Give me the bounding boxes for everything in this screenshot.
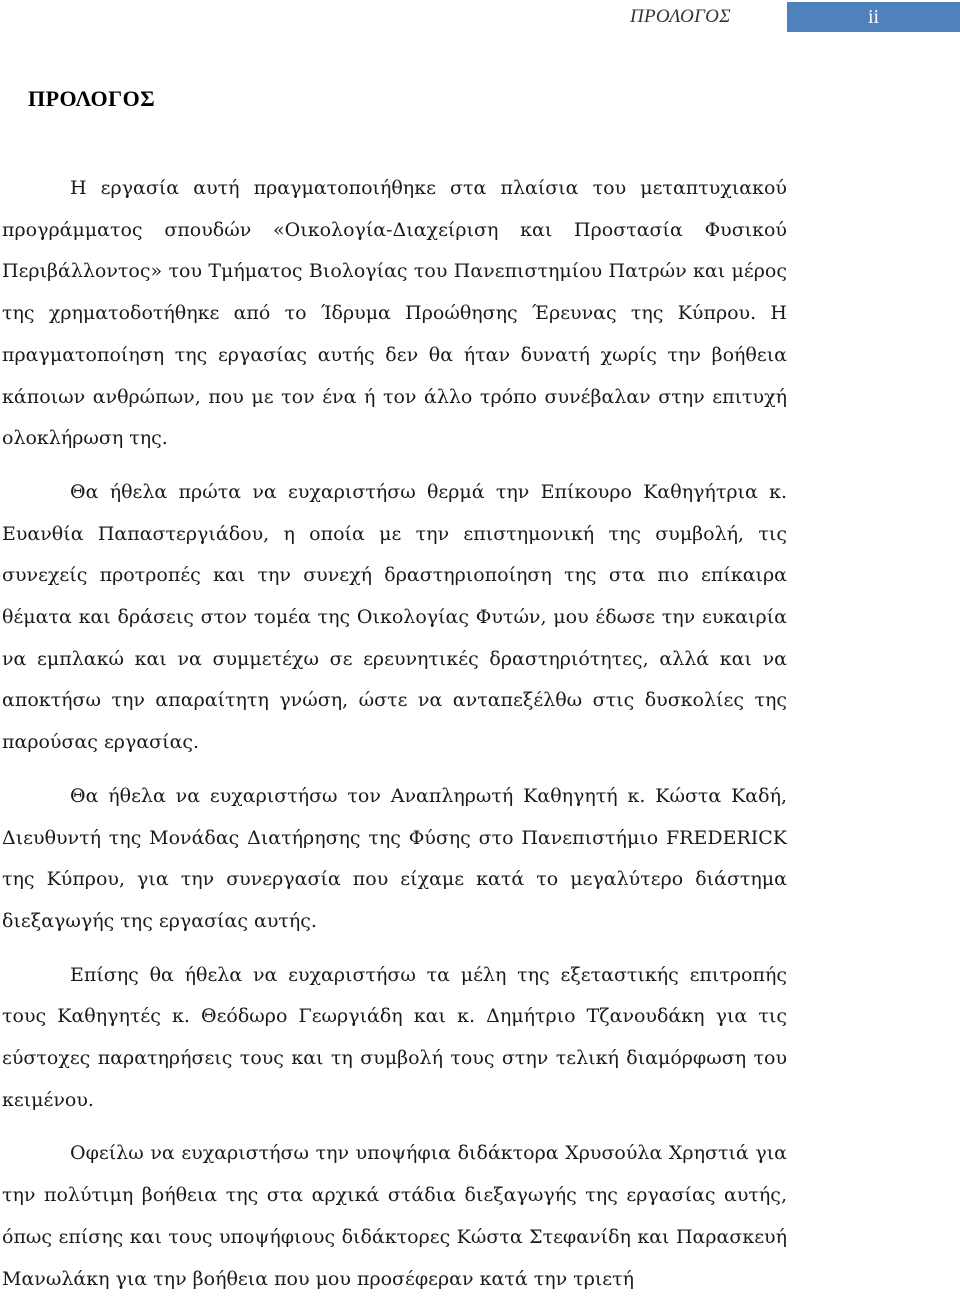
body-text bbox=[2, 168, 787, 1300]
paragraph-thanks-associate-professor: Θα ήθελα να ευχαριστήσω τον Αναπληρωτή Καθηγητή κ. Κώστα Καδή, Διευθυντή της Μονάδας Διατήρησης της Φύσης στο Πανεπιστήμιο FREDERICK της Κύπρου, για την συνεργασία που είχαμε κατά το μεγαλύτερο διάστημα διεξαγωγής της εργασίας αυτής. bbox=[2, 784, 787, 932]
paragraph-thanks-candidates: Οφείλω να ευχαριστήσω την υποψήφια διδάκτορα Χρυσούλα Χρηστιά για την πολύτιμη βοήθεια της στα αρχικά στάδια διεξαγωγής της εργασίας αυτής, όπως επίσης και τους υποψήφιους διδάκτορες Κώστα Στεφανίδη και Παρασκευή Μανωλάκη για την βοήθεια που μου προσέφεραν κατά την τριετή bbox=[2, 1142, 787, 1290]
running-header-section: ΠΡΟΛΟΓΟΣ bbox=[630, 6, 731, 27]
page-number-box bbox=[787, 2, 960, 32]
paragraph-thanks-supervisor: Θα ήθελα πρώτα να ευχαριστήσω θερμά την Επίκουρο Καθηγήτρια κ. Ευανθία Παπαστεργιάδου, η οποία με την επιστημονική της συμβολή, τις συνεχείς προτροπές και την συνεχή δραστηριοποίηση της στα πιο επίκαιρα θέματα και δράσεις στον τομέα της Οικολογίας Φυτών, μου έδωσε την ευκαιρία να εμπλακώ και να συμμετέχω σε ερευνητικές δραστηριότητες, αλλά και να αποκτήσω την απαραίτητη γνώση, ώστε να ανταπεξέλθω στις δυσκολίες της παρούσας εργασίας. bbox=[2, 480, 787, 754]
paragraph-intro: Η εργασία αυτή πραγματοποιήθηκε στα πλαίσια του μεταπτυχιακού προγράμματος σπουδών «Οικολογία-Διαχείριση και Προστασία Φυσικού Περιβάλλοντος» του Τμήματος Βιολογίας του Πανεπιστημίου Πατρών και μέρος της χρηματοδοτήθηκε από το Ίδρυμα Προώθησης Έρευνας της Κύπρου. Η πραγματοποίηση της εργασίας αυτής δεν θα ήταν δυνατή χωρίς την βοήθεια κάποιων ανθρώπων, που με τον ένα ή τον άλλο τρόπο συνέβαλαν στην επιτυχή ολοκλήρωση της. bbox=[2, 177, 787, 450]
page-number: ii bbox=[867, 5, 880, 28]
paragraph-thanks-committee: Επίσης θα ήθελα να ευχαριστήσω τα μέλη της εξεταστικής επιτροπής τους Καθηγητές κ. Θεόδωρο Γεωργιάδη και κ. Δημήτριο Τζανουδάκη για τις εύστοχες παρατηρήσεις τους και τη συμβολή τους στην τελική διαμόρφωση του κειμένου. bbox=[2, 963, 787, 1111]
page-title: ΠΡΟΛΟΓΟΣ bbox=[28, 86, 156, 111]
